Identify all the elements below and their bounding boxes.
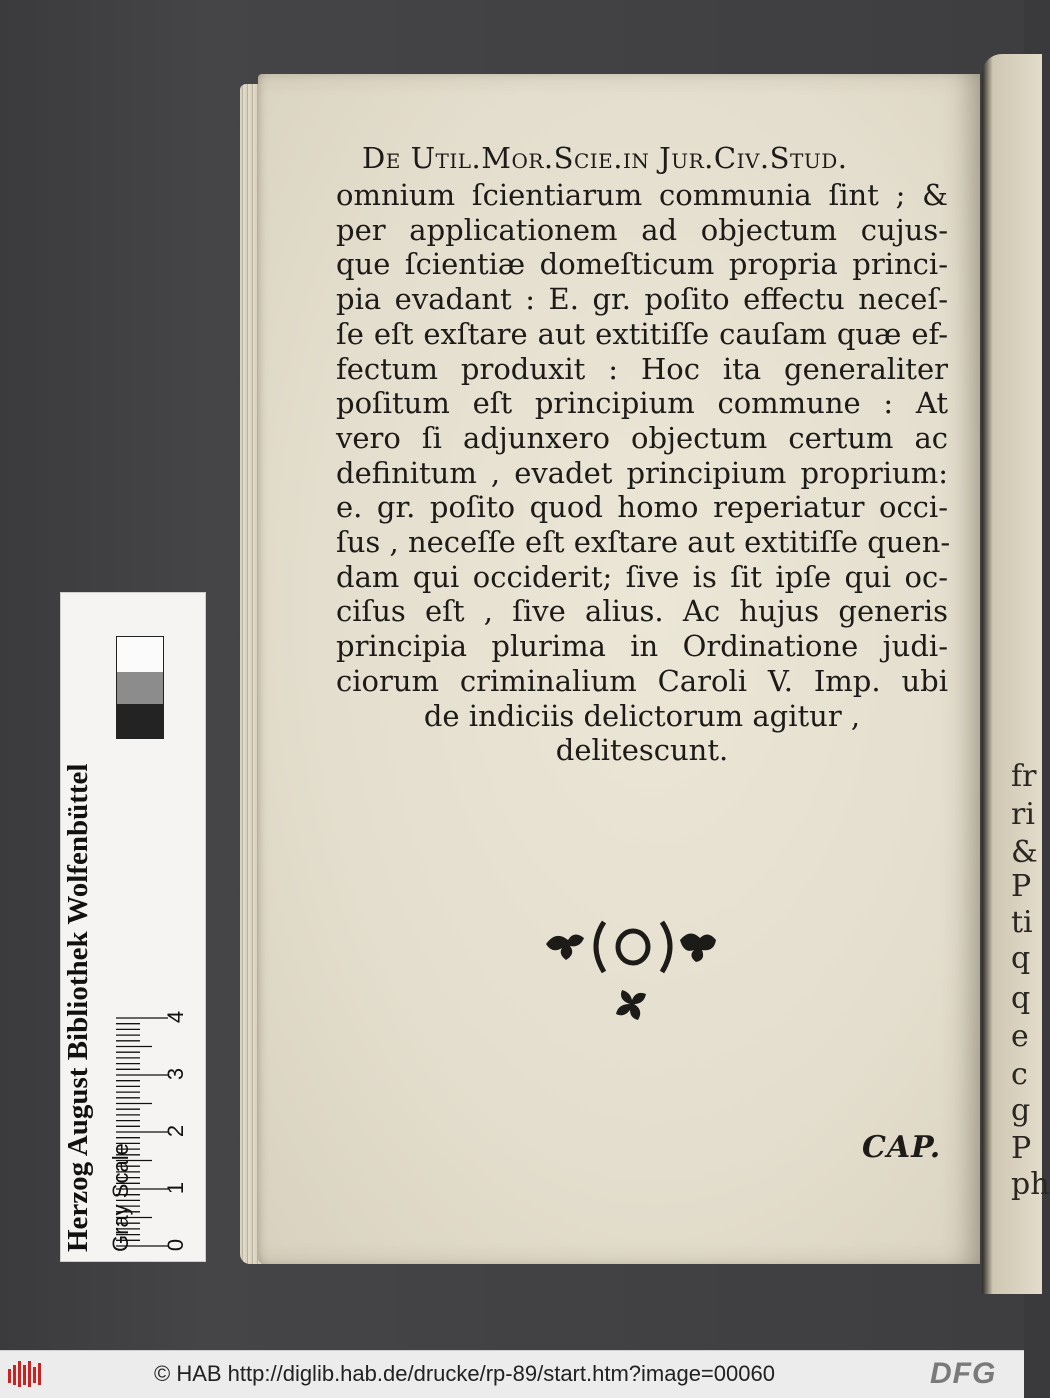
- closing-lines: [336, 699, 948, 768]
- copyright-url[interactable]: © HAB http://diglib.hab.de/drucke/rp-89/start.htm?image=00060: [154, 1361, 775, 1386]
- page-text: [336, 138, 951, 768]
- body-lines: [336, 178, 951, 699]
- dfg-logo: DFG: [930, 1357, 997, 1390]
- next-page-letter: &: [1011, 835, 1038, 870]
- ruler-number: 3: [163, 1067, 189, 1081]
- text-line: vero ſi adjunxero objectum certum ac: [336, 420, 948, 455]
- footer-bar: [0, 1350, 1024, 1398]
- next-page-letter: P: [1011, 1131, 1032, 1166]
- ruler-number: 0: [163, 1238, 189, 1252]
- ruler-number: 1: [163, 1181, 189, 1195]
- next-page-letter: c: [1011, 1057, 1028, 1092]
- library-name: Herzog August Bibliothek Wolfenbüttel: [62, 763, 94, 1252]
- text-line: definitum , evadet principium proprium:: [336, 455, 948, 490]
- text-line: omnium ſcientiarum communia ſint ; &: [336, 178, 948, 212]
- text-line: poſitum eſt principium commune : At: [336, 386, 948, 421]
- text-line: principia plurima in Ordinatione judi-: [336, 629, 948, 664]
- hab-logo-icon: [8, 1361, 42, 1387]
- swatch-white: [116, 636, 164, 674]
- next-page-letter: q: [1011, 941, 1031, 976]
- text-line: que ſcientiæ domeſticum propria princi-: [336, 247, 948, 282]
- fleuron-ornament: [542, 920, 732, 1060]
- text-line: e. gr. poſito quod homo reperiatur occi-: [336, 490, 948, 525]
- text-line: dam qui occiderit; ſive is ſit ipſe qui oc-: [336, 559, 948, 594]
- next-page-letter: q: [1011, 981, 1031, 1016]
- catchword: CAP.: [862, 1130, 942, 1165]
- next-page-letter: g: [1011, 1093, 1031, 1128]
- gray-scale-label: Gray Scale: [108, 1143, 133, 1252]
- next-page-letter: e: [1011, 1019, 1029, 1054]
- swatch-black: [116, 704, 164, 739]
- centered-line: delitescunt.: [555, 733, 729, 768]
- text-line: per applicationem ad objectum cujus-: [336, 212, 948, 247]
- ruler-number: 4: [163, 1010, 189, 1024]
- next-page-letter: P: [1011, 869, 1032, 904]
- text-line: fectum produxit : Hoc ita generaliter: [336, 351, 948, 386]
- text-line: ciorum criminalium Caroli V. Imp. ubi: [336, 663, 948, 698]
- text-line: ciſus eſt , ſive alius. Ac hujus generis: [336, 594, 948, 629]
- text-line: ſus , neceſſe eſt exſtare aut extitiſſe quen-: [336, 525, 951, 560]
- next-page-letter: ph: [1011, 1167, 1050, 1202]
- swatch-gray: [116, 672, 164, 705]
- text-line: pia evadant : E. gr. poſito effectu neceſ-: [336, 282, 948, 317]
- next-page-letter: fr: [1011, 759, 1037, 794]
- running-head: De Util.Mor.Scie.in Jur.Civ.Stud.: [362, 141, 848, 175]
- ruler-number: 2: [163, 1124, 189, 1138]
- next-page-letter: ti: [1011, 905, 1033, 940]
- centered-line: de indiciis delictorum agitur ,: [423, 698, 861, 733]
- text-line: ſe eſt exſtare aut extitiſſe cauſam quæ ef-: [336, 316, 948, 351]
- next-page-letter: ri: [1011, 797, 1035, 832]
